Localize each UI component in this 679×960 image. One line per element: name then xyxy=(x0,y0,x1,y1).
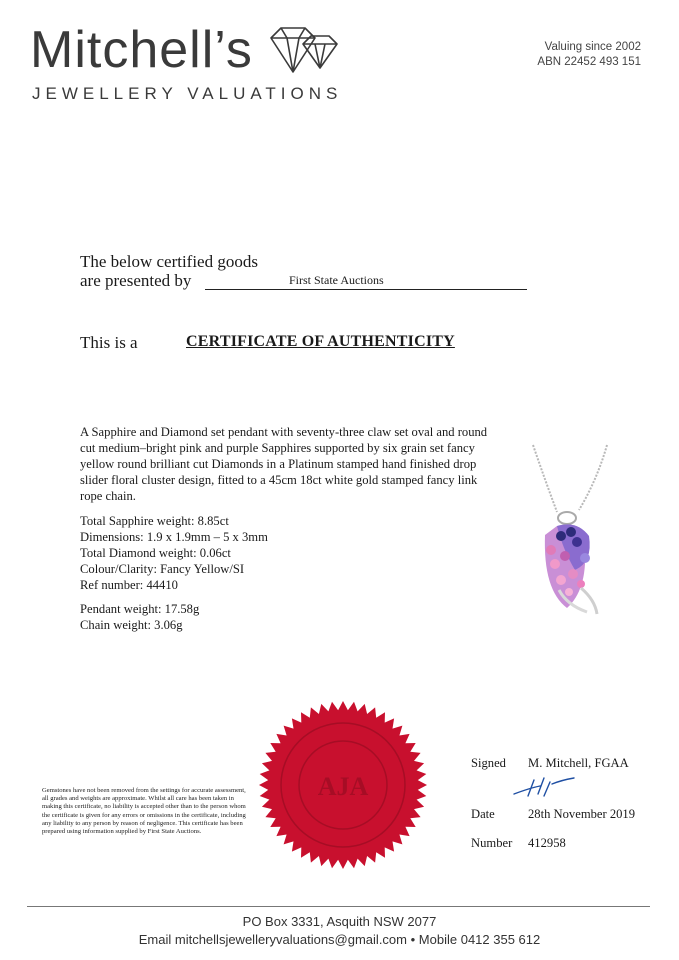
certificate-title: CERTIFICATE OF AUTHENTICITY xyxy=(186,333,455,350)
brand-name: Mitchell’s xyxy=(30,21,253,79)
mobile-label: Mobile xyxy=(418,932,458,947)
footer-divider xyxy=(27,906,650,907)
spec-dimensions: Dimensions: 1.9 x 1.9mm – 5 x 3mm xyxy=(80,530,268,544)
number-label: Number xyxy=(471,836,513,850)
signed-label: Signed xyxy=(471,756,506,770)
header-info xyxy=(537,40,641,70)
pendant-weight: Pendant weight: 17.58g xyxy=(80,602,200,616)
spec-diamond-weight: Total Diamond weight: 0.06ct xyxy=(80,546,231,560)
weights-list xyxy=(80,601,199,633)
footer-address: PO Box 3331, Asquith NSW 2077 xyxy=(242,914,437,929)
diamond-logo-icon xyxy=(265,24,339,85)
brand-subtitle: JEWELLERY VALUATIONS xyxy=(32,84,343,103)
email-label: Email xyxy=(138,932,172,947)
pendant-photo xyxy=(515,440,625,635)
valuing-since: Valuing since 2002 xyxy=(544,41,641,53)
spec-sapphire-weight: Total Sapphire weight: 8.85ct xyxy=(80,514,229,528)
abn-number: ABN 22452 493 151 xyxy=(537,56,641,68)
mobile-number[interactable]: 0412 355 612 xyxy=(460,932,541,947)
item-description: A Sapphire and Diamond set pendant with seventy-three claw set oval and round cut medium–bright pink and purple Sapphires supported by six grain set fancy yellow round brilliant cut Diamonds in a Platinum stamped hand finished drop slider floral cluster design, fitted to a 45cm 18ct white gold stamped fancy link rope chain. xyxy=(80,425,488,503)
footer-contact xyxy=(0,932,679,947)
presenter-name: First State Auctions xyxy=(289,273,384,287)
date-value: 28th November 2019 xyxy=(528,807,636,821)
spec-ref-number: Ref number: 44410 xyxy=(80,578,178,592)
certificate-prefix: This is a xyxy=(80,333,138,352)
spec-colour-clarity: Colour/Clarity: Fancy Yellow/SI xyxy=(80,562,245,576)
signed-value: M. Mitchell, FGAA xyxy=(528,756,629,770)
intro-line-2: are presented by xyxy=(80,271,192,290)
disclaimer-text: Gemstones have not been removed from the settings for accurate assessment, all grades and weights are approximate. Whilst all care has been taken in making this certificate, no liability is accepted other than to the person whom the certificate is given for any errors or omissions in the certificate, including any liability to any person by reason of negligence. This certificate has been prepared using information supplied by First State Auctions. xyxy=(42,787,246,836)
email-link[interactable]: mitchellsjewelleryvaluations@gmail.com xyxy=(174,932,407,947)
number-value: 412958 xyxy=(528,836,566,850)
date-label: Date xyxy=(471,807,495,821)
footer-separator: • xyxy=(410,932,416,947)
seal-letters: AJA xyxy=(317,772,369,801)
chain-weight: Chain weight: 3.06g xyxy=(80,618,183,632)
specs-list xyxy=(80,513,268,593)
handwritten-signature xyxy=(510,774,580,805)
aja-red-seal xyxy=(258,700,428,875)
intro-line-1: The below certified goods xyxy=(80,252,258,271)
presenter-field xyxy=(205,273,527,290)
